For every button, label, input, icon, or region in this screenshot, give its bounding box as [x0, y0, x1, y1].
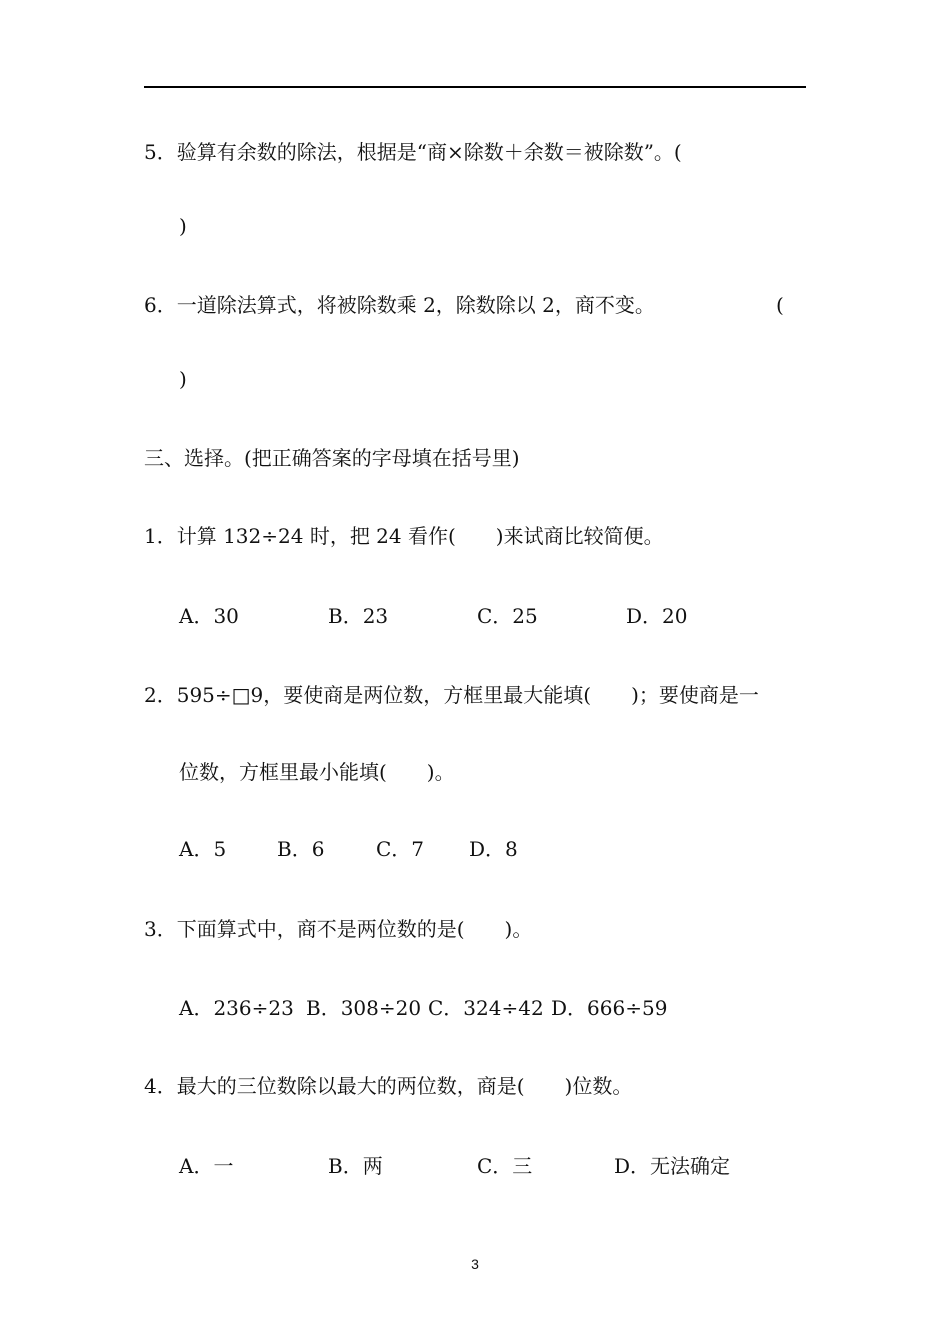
choice-4-option-b: B．两 — [328, 1154, 383, 1178]
choice-question-2-line-2: 位数，方框里最小能填( )。 — [179, 760, 455, 784]
choice-2-option-c: C．7 — [376, 837, 425, 861]
choice-4-option-a: A．一 — [179, 1154, 234, 1178]
choice-2-option-b: B．6 — [277, 837, 325, 861]
choice-1-option-d: D．20 — [626, 604, 688, 628]
choice-4-option-c: C．三 — [477, 1154, 533, 1178]
judge-question-5: 5．验算有余数的除法，根据是“商×除数＋余数＝被除数”。( — [144, 140, 682, 164]
choice-2-option-d: D．8 — [469, 837, 518, 861]
choice-question-2-line-1: 2．595÷□9，要使商是两位数，方框里最大能填( )；要使商是一 — [144, 683, 759, 707]
judge-question-6-answer-paren: ) — [179, 367, 187, 391]
choice-3-option-d: D．666÷59 — [551, 996, 668, 1020]
choice-4-option-d: D．无法确定 — [614, 1154, 731, 1178]
choice-1-option-c: C．25 — [477, 604, 538, 628]
choice-3-option-a: A．236÷23 — [179, 996, 294, 1020]
header-rule — [144, 86, 806, 88]
judge-question-5-answer-paren: ) — [179, 214, 187, 238]
judge-question-6: 6．一道除法算式，将被除数乘 2，除数除以 2，商不变。 — [144, 293, 655, 317]
choice-2-option-a: A．5 — [179, 837, 227, 861]
choice-3-option-b: B．308÷20 — [306, 996, 422, 1020]
page-number: 3 — [471, 1256, 479, 1272]
choice-question-4: 4．最大的三位数除以最大的两位数，商是( )位数。 — [144, 1074, 633, 1098]
choice-1-option-a: A．30 — [179, 604, 239, 628]
judge-question-6-open-paren: ( — [776, 293, 784, 317]
section-title-choice: 三、选择。(把正确答案的字母填在括号里) — [144, 446, 520, 470]
choice-3-option-c: C．324÷42 — [428, 996, 544, 1020]
choice-question-3: 3．下面算式中，商不是两位数的是( )。 — [144, 917, 533, 941]
choice-question-1: 1．计算 132÷24 时，把 24 看作( )来试商比较简便。 — [144, 524, 664, 548]
choice-1-option-b: B．23 — [328, 604, 389, 628]
